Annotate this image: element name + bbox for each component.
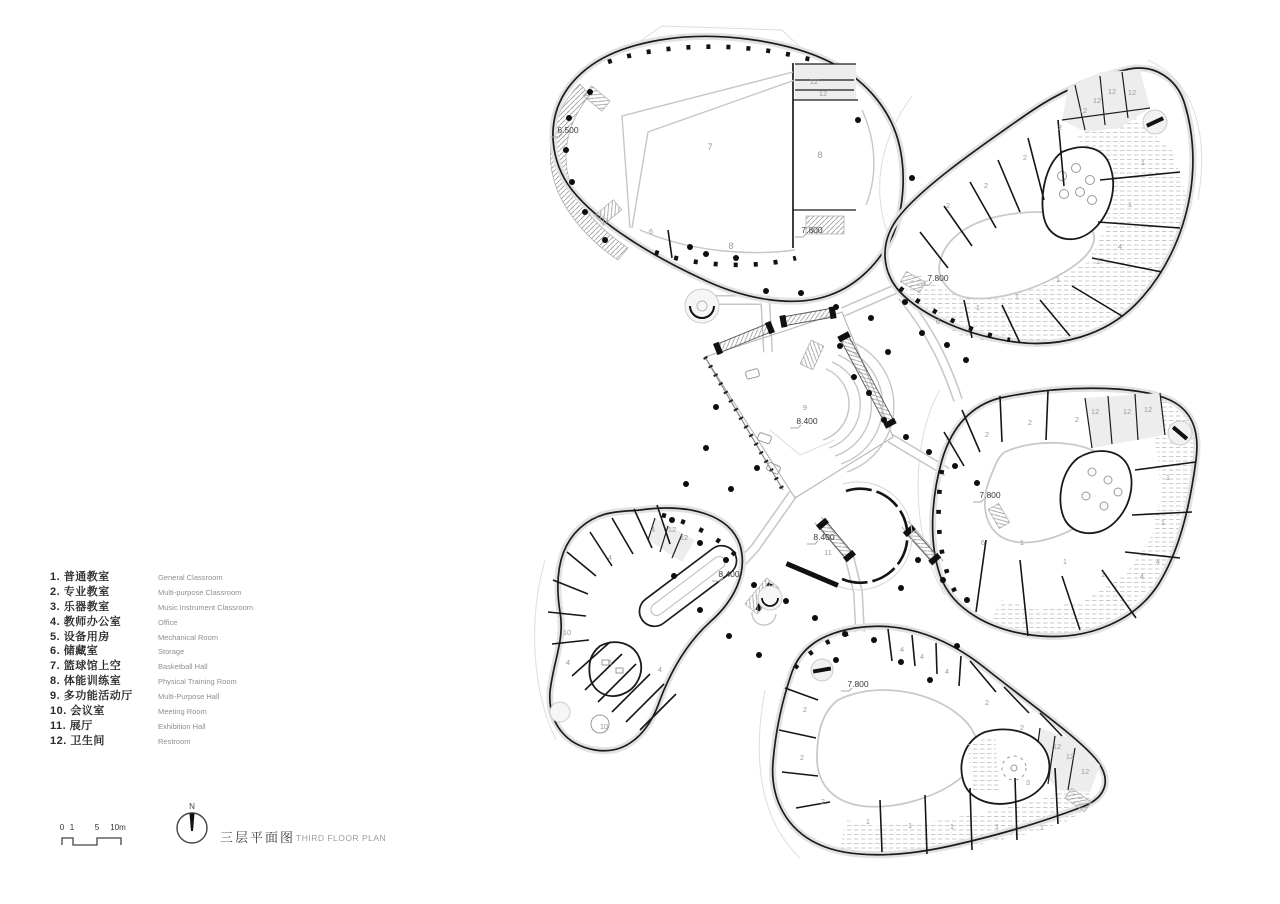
scale-bar [60, 823, 126, 845]
structural-column-dot [703, 251, 709, 257]
structural-column-dot [687, 244, 693, 250]
structural-column-dot [723, 557, 729, 563]
structural-column-dot [898, 585, 904, 591]
legend-label-en: General Classroom [158, 573, 223, 582]
structural-column-dot [703, 445, 709, 451]
structural-column-dot [881, 417, 887, 423]
wing-northeast-classrooms [885, 68, 1193, 344]
room-number-label: 12 [679, 533, 689, 542]
room-number-label: 1 [1039, 823, 1045, 832]
structural-column-dot [842, 631, 848, 637]
room-number-label: 6 [935, 317, 941, 326]
elevation-label: 8.400 [796, 416, 818, 426]
room-number-label: 1 [1014, 292, 1020, 301]
room-number-label: 2 [983, 181, 989, 190]
structural-column-dot [582, 209, 588, 215]
structural-column-dot [751, 582, 757, 588]
room-number-label: 2 [820, 797, 826, 806]
legend-label-en: Storage [158, 647, 185, 657]
room-number-label: 4 [657, 665, 663, 674]
legend-label-zh: 9. 多功能活动厅 [50, 690, 133, 703]
structural-column-dot [669, 517, 675, 523]
elevation-label: 7.800 [927, 273, 949, 283]
plan-title-en: THIRD FLOOR PLAN [296, 833, 387, 843]
north-arrow-icon [177, 802, 207, 843]
structural-column-dot [954, 643, 960, 649]
room-number-label: 12 [1092, 96, 1102, 105]
legend-label-zh: 1. 普通教室 [50, 571, 110, 583]
structural-column-dot [885, 349, 891, 355]
structural-column-dot [726, 633, 732, 639]
structural-column-dot [713, 404, 719, 410]
elevation-label: 7.800 [847, 679, 869, 689]
room-number-label: 1 [907, 821, 913, 830]
room-number-label: 2 [1019, 723, 1025, 732]
legend-label-en: Exhibition Hall [158, 721, 206, 731]
structural-column-dot [754, 465, 760, 471]
room-number-label: 1 [1055, 275, 1061, 284]
room-number-label: 4 [899, 645, 905, 654]
room-number-label: 4 [944, 667, 950, 676]
structural-column-dot [940, 577, 946, 583]
structural-column-dot [566, 115, 572, 121]
legend-label-zh: 7. 篮球馆上空 [50, 660, 122, 673]
legend-label-en: Mechanical Room [158, 632, 219, 642]
structural-column-dot [903, 434, 909, 440]
scale-tick-5: 5 [94, 823, 100, 832]
elevation-label: 7.800 [801, 225, 823, 235]
legend-label-en: Restroom [158, 736, 191, 746]
room-number-label: 1 [1160, 518, 1166, 527]
legend-label-en: Office [158, 617, 178, 627]
structural-column-dot [733, 255, 739, 261]
room-number-label: 1 [1100, 570, 1106, 579]
room-number-label: 7 [707, 142, 713, 153]
structural-column-dot [697, 607, 703, 613]
room-number-label: 12 [1080, 767, 1090, 776]
room-number-label: 12 [809, 77, 819, 86]
room-number-label: 10 [562, 628, 572, 637]
structural-column-dot [898, 659, 904, 665]
structural-column-dot [833, 657, 839, 663]
structural-column-dot [919, 330, 925, 336]
structural-column-dot [855, 117, 861, 123]
room-number-label: 4 [607, 553, 613, 562]
legend-label-zh: 5. 设备用房 [50, 630, 110, 643]
structural-column-dot [763, 288, 769, 294]
structural-column-dot [783, 598, 789, 604]
legend-label-zh: 8. 体能训练室 [50, 675, 122, 688]
structural-column-dot [851, 374, 857, 380]
room-number-label: 12 [818, 89, 828, 98]
room-number-label: 1 [1140, 158, 1146, 167]
plan-title-zh: 三层平面图 [220, 830, 296, 845]
structural-column-dot [909, 175, 915, 181]
structural-column-dot [963, 357, 969, 363]
room-number-label: 1 [994, 822, 1000, 831]
wing-southwest-offices [548, 505, 743, 751]
legend-label-zh: 10. 会议室 [50, 705, 105, 718]
scale-tick-10m: 10m [110, 823, 126, 832]
structural-column-dot [798, 290, 804, 296]
structural-column-dot [944, 342, 950, 348]
room-number-label: 2 [984, 698, 990, 707]
room-number-label: 12 [1090, 407, 1100, 416]
room-number-label: 4 [1155, 557, 1161, 566]
structural-column-dot [964, 597, 970, 603]
room-number-label: 12 [1052, 742, 1062, 751]
legend-label-en: Meeting Room [158, 707, 207, 717]
room-number-label: 1 [1062, 557, 1068, 566]
room-number-label: 12 [1078, 106, 1088, 115]
elevation-label: 8.400 [813, 532, 835, 542]
legend-label-zh: 3. 乐器教室 [50, 600, 110, 613]
room-number-label: 2 [1074, 415, 1080, 424]
room-number-label: 11 [824, 548, 832, 557]
room-number-label: 4 [650, 525, 656, 534]
room-number-label: 12 [1127, 88, 1137, 97]
room-number-label: 2 [799, 753, 805, 762]
room-number-label: 1 [1165, 473, 1171, 482]
structural-column-dot [602, 237, 608, 243]
legend-label-en: Multi-Purpose Hall [158, 692, 220, 702]
structural-column-dot [569, 179, 575, 185]
elevation-label: 6.500 [557, 125, 579, 135]
structural-column-dot [974, 480, 980, 486]
room-number-label: 2 [1057, 123, 1063, 132]
room-number-label: 5 [607, 658, 613, 667]
structural-column-dot [902, 299, 908, 305]
structural-column-dot [915, 557, 921, 563]
room-number-label: 2 [1027, 418, 1033, 427]
room-number-label: 10 [599, 722, 609, 731]
room-number-label: 6 [980, 538, 986, 547]
structural-column-dot [926, 449, 932, 455]
room-number-label: 4 [565, 658, 571, 667]
room-number-label: 12 [1143, 405, 1153, 414]
wing-east-classrooms [933, 388, 1198, 638]
room-number-label: 3 [1025, 778, 1031, 787]
scale-tick-0: 0 [59, 823, 65, 832]
legend-label-en: Physical Training Room [158, 677, 237, 687]
structural-column-dot [812, 615, 818, 621]
structural-column-dot [927, 677, 933, 683]
room-number-label: 8 [817, 150, 823, 160]
room-number-label: 2 [984, 430, 990, 439]
structural-column-dot [952, 463, 958, 469]
room-number-label: 8 [728, 241, 734, 251]
room-number-label: 12 [667, 525, 677, 534]
room-number-label: 12 [1107, 87, 1117, 96]
legend-label-en: Basketball Hall [158, 662, 208, 672]
structural-column-dot [866, 390, 872, 396]
elevation-label: 7.800 [979, 490, 1001, 500]
room-number-label: 1 [1095, 257, 1101, 266]
plan-title [220, 830, 386, 845]
legend-label-zh: 4. 教师办公室 [50, 615, 122, 628]
structural-column-dot [563, 147, 569, 153]
legend-label-en: Multi-purpose Classroom [158, 587, 242, 597]
room-number-label: 4 [1139, 572, 1145, 581]
structural-column-dot [683, 481, 689, 487]
room-number-label: 2 [945, 201, 951, 210]
structural-column-dot [587, 89, 593, 95]
room-number-label: 2 [802, 705, 808, 714]
room-number-label: 6 [648, 227, 654, 236]
room-number-label: 1 [1127, 200, 1133, 209]
room-number-label: 12 [1065, 752, 1075, 761]
legend-label-zh: 2. 专业教室 [50, 585, 110, 598]
room-number-label: 4 [919, 652, 925, 661]
elevation-label: 8.400 [718, 569, 740, 579]
structural-column-dot [868, 315, 874, 321]
room-number-label: 9 [802, 403, 808, 412]
wing-basketball [550, 36, 903, 301]
legend-label-en: Music Instrument Classroom [158, 602, 254, 612]
room-number-label: 4 [1117, 242, 1123, 251]
room-number-label: 1 [949, 822, 955, 831]
structural-column-dot [837, 343, 843, 349]
legend-label-zh: 6. 储藏室 [50, 645, 99, 658]
room-number-label: 12 [1122, 407, 1132, 416]
room-number-label: 1 [975, 303, 981, 312]
scale-tick-1: 1 [69, 823, 75, 832]
structural-column-dot [756, 652, 762, 658]
structural-column-dot [697, 540, 703, 546]
legend-label-zh: 12. 卫生间 [50, 734, 105, 747]
legend-label-zh: 11. 展厅 [50, 719, 93, 732]
room-number-label: 1 [865, 817, 871, 826]
north-label: N [189, 802, 195, 811]
room-number-label: 1 [1019, 538, 1025, 547]
structural-column-dot [671, 573, 677, 579]
structural-column-dot [871, 637, 877, 643]
structural-column-dot [728, 486, 734, 492]
structural-column-dot [833, 304, 839, 310]
room-number-label: 2 [1022, 153, 1028, 162]
